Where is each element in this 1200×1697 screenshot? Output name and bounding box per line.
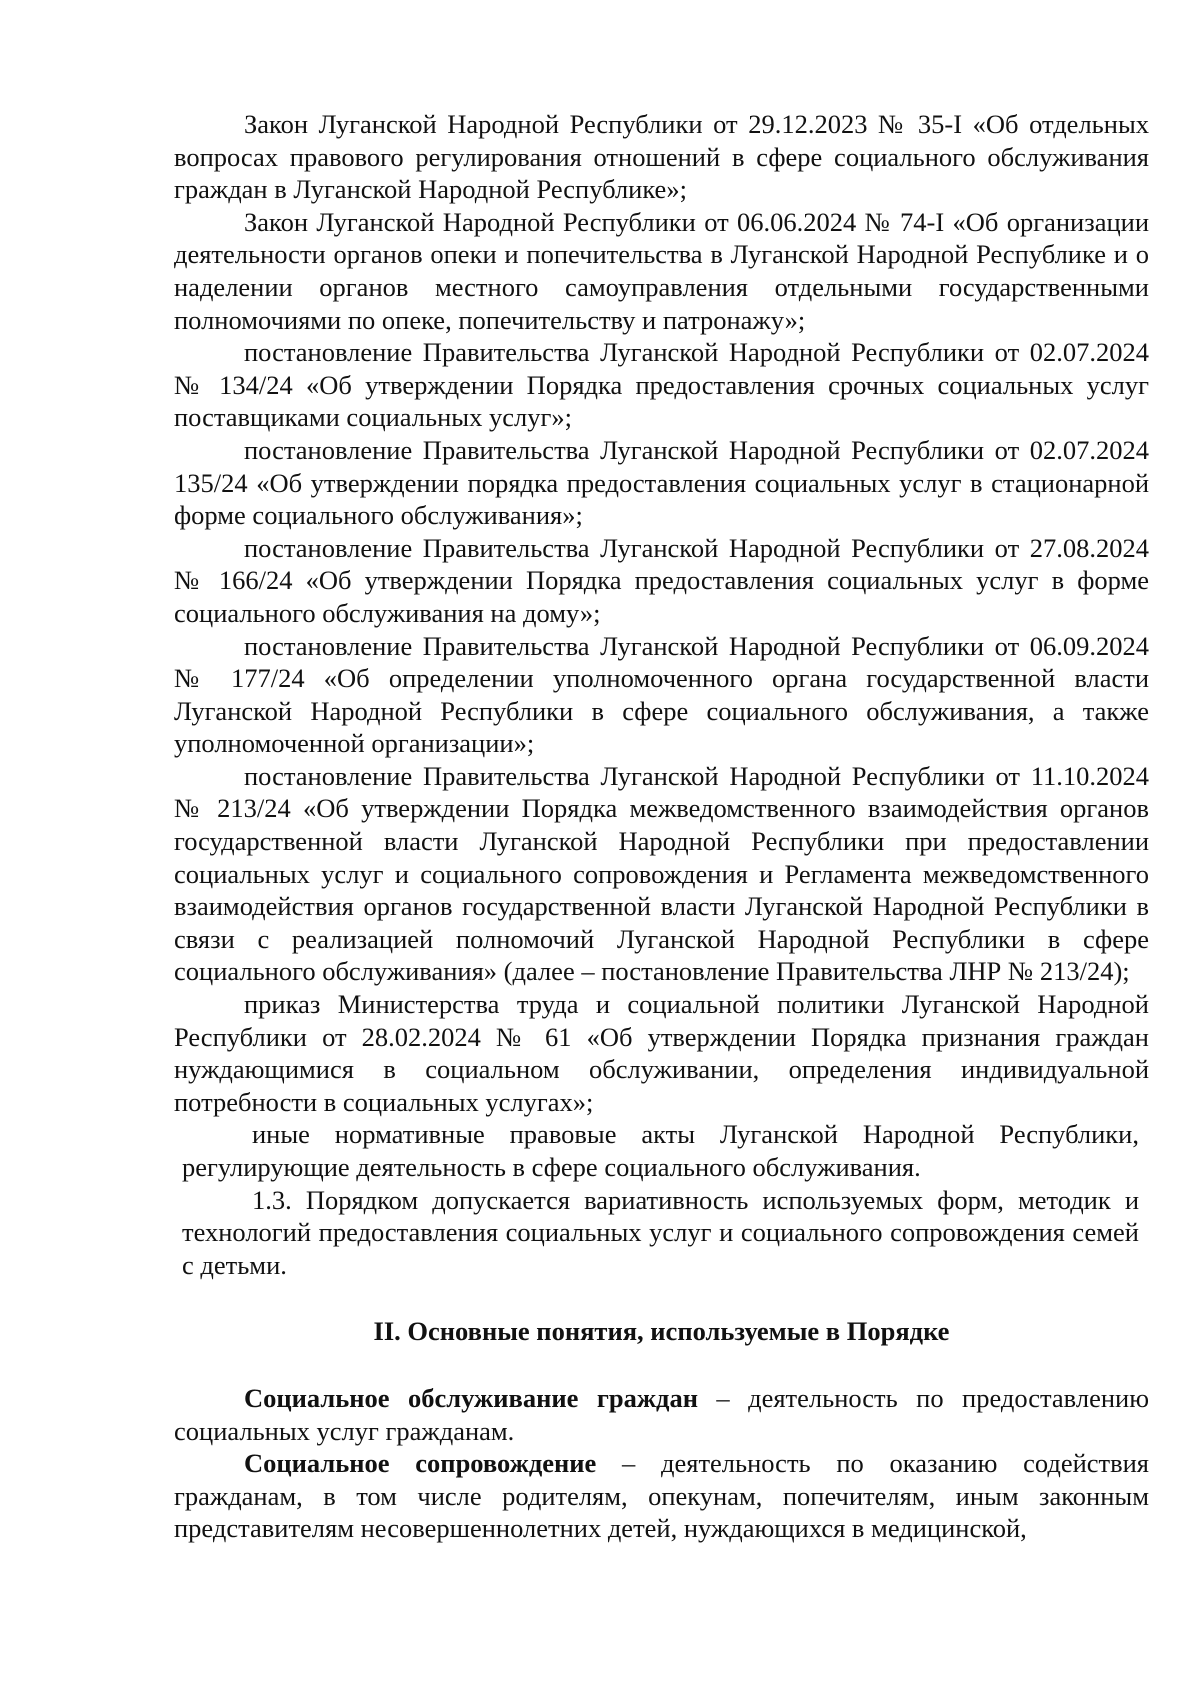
definition-social-support (174, 1447, 1149, 1545)
definition-text: – деятельность по предоставлению социальных услуг гражданам. (174, 1382, 1149, 1446)
paragraph-other-acts: иные нормативные правовые акты Луганской Народной Республики, регулирующие деятельность в сфере социального обслуживания. (182, 1119, 1139, 1182)
paragraph-resolution-213: постановление Правительства Луганской Народной Республики от 11.10.2024 № 213/24 «Об утверждении Порядка межведомственного взаимодействия органов государственной власти Луганской Народной Республики при предоставлении социальных услуг и социального сопровождения и Регламента межведомственного взаимодействия органов государственной власти Луганской Народной Республики в связи с реализацией полномочий Луганской Народной Республики в сфере социального обслуживания» (далее – постановление Правительства ЛНР № 213/24); (174, 760, 1149, 987)
paragraph-law-74: Закон Луганской Народной Республики от 06.06.2024 № 74-I «Об организации деятельности органов опеки и попечительства в Луганской Народной Республике и о наделении органов местного самоуправления отдельными государственными полномочиями по опеке, попечительству и патронажу»; (174, 206, 1149, 335)
definition-term: Социальное обслуживание граждан (244, 1382, 698, 1413)
paragraph-resolution-177: постановление Правительства Луганской Народной Республики от 06.09.2024 № 177/24 «Об определении уполномоченного органа государственной власти Луганской Народной Республики в сфере социального обслуживания, а также уполномоченной организации»; (174, 630, 1149, 759)
definition-term: Социальное сопровождение (244, 1448, 597, 1479)
paragraph-1-3: 1.3. Порядком допускается вариативность используемых форм, методик и технологий предоставления социальных услуг и социального сопровождения семей с детьми. (182, 1184, 1139, 1280)
section-heading: II. Основные понятия, используемые в Порядке (373, 1316, 950, 1347)
document-body (174, 108, 1149, 1545)
definition-social-service (174, 1382, 1149, 1447)
paragraph-resolution-135: постановление Правительства Луганской Народной Республики от 02.07.2024 135/24 «Об утверждении порядка предоставления социальных услуг в стационарной форме социального обслуживания»; (174, 434, 1149, 531)
paragraph-resolution-166: постановление Правительства Луганской Народной Республики от 27.08.2024 № 166/24 «Об утверждении Порядка предоставления социальных услуг в форме социального обслуживания на дому»; (174, 532, 1149, 628)
paragraph-law-35: Закон Луганской Народной Республики от 29.12.2023 № 35-I «Об отдельных вопросах правового регулирования отношений в сфере социального обслуживания граждан в Луганской Народной Республике»; (174, 109, 1149, 205)
paragraph-resolution-134: постановление Правительства Луганской Народной Республики от 02.07.2024 № 134/24 «Об утверждении Порядка предоставления срочных социальных услуг поставщиками социальных услуг»; (174, 337, 1149, 433)
paragraph-order-61: приказ Министерства труда и социальной политики Луганской Народной Республики от 28.02.2024 № 61 «Об утверждении Порядка признания граждан нуждающимися в социальном обслуживании, определения индивидуальной потребности в социальных услугах»; (174, 989, 1149, 1117)
definition-text: – деятельность по оказанию содействия гражданам, в том числе родителям, опекунам, попечителям, иным законным представителям несовершеннолетних детей, нуждающихся в медицинской, (174, 1448, 1149, 1544)
